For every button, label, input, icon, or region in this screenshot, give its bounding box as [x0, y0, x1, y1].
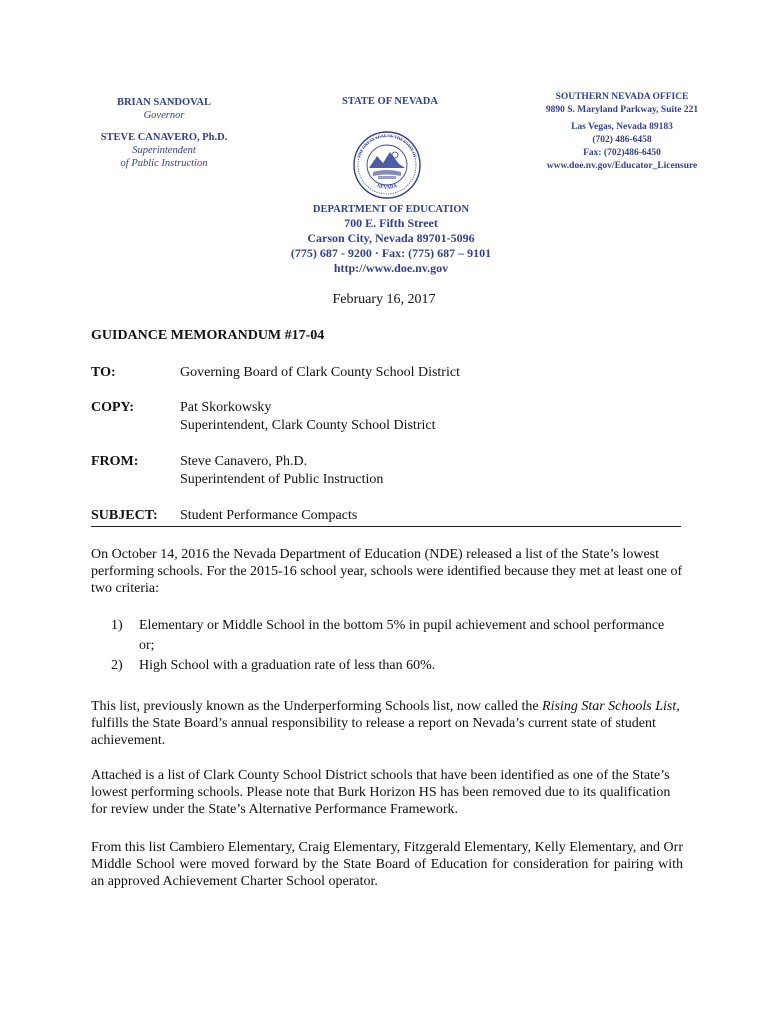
paragraph-2-part-b: fulfills the State Board’s annual responsibility to release a report on Nevada’s current state of student achievement. [91, 716, 656, 748]
seal-text-bottom: NEVADA [376, 184, 398, 191]
letterhead-right [522, 91, 722, 173]
criteria-list [111, 616, 671, 676]
southern-office-web[interactable]: www.doe.nv.gov/Educator_Licensure [546, 161, 698, 171]
paragraph-2 [91, 698, 683, 749]
rising-star-list-title: Rising Star Schools List, [542, 699, 680, 714]
list-item [111, 656, 671, 676]
copy-value [180, 399, 600, 435]
from-label: FROM: [91, 454, 139, 469]
southern-office-phone: (702) 486-6458 [592, 135, 652, 145]
paragraph-2-part-a: This list, previously known as the Underperforming Schools list, now called the [91, 699, 543, 714]
memo-date: February 16, 2017 [332, 292, 436, 307]
copy-label: COPY: [91, 400, 135, 415]
subject-label: SUBJECT: [91, 508, 158, 523]
list-text: High School with a graduation rate of less than 60%. [139, 658, 436, 673]
department-web[interactable]: http://www.doe.nv.gov [333, 261, 449, 275]
department-name: DEPARTMENT OF EDUCATION [312, 204, 470, 215]
copy-line-2: Superintendent, Clark County School District [180, 418, 436, 433]
governor-title: Governor [143, 110, 185, 121]
department-street: 700 E. Fifth Street [344, 216, 438, 230]
southern-office-city: Las Vegas, Nevada 89183 [571, 122, 673, 132]
to-value: Governing Board of Clark County School District [180, 365, 460, 380]
paragraph-1: On October 14, 2016 the Nevada Department of Education (NDE) released a list of the State’s lowest performing schools. For the 2015-16 school year, schools were identified because they met at least one of two criteria: [91, 547, 683, 596]
list-text: Elementary or Middle School in the bottom 5% in pupil achievement and school performance or; [139, 618, 665, 653]
superintendent-title-1: Superintendent [132, 145, 196, 156]
seal-text-top: THE GREAT SEAL OF THE STATE OF [356, 132, 418, 159]
from-line-2: Superintendent of Public Instruction [180, 472, 384, 487]
department-phone: (775) 687 - 9200 · Fax: (775) 687 – 9101 [290, 246, 492, 260]
to-label: TO: [91, 365, 116, 380]
header-divider [91, 526, 681, 527]
southern-office-name: SOUTHERN NEVADA OFFICE [555, 92, 689, 102]
copy-line-1: Pat Skorkowsky [180, 400, 272, 415]
paragraph-3: Attached is a list of Clark County School District schools that have been identified as one of the State’s lowest performing schools. Please note that Burk Horizon HS has been removed due to its qualification for review under the State’s Alternative Performance Framework. [91, 768, 671, 817]
memo-number: GUIDANCE MEMORANDUM #17-04 [91, 328, 325, 343]
department-city: Carson City, Nevada 89701-5096 [307, 231, 475, 245]
state-seal-icon [345, 130, 429, 200]
list-number: 2) [111, 658, 123, 673]
department-block [260, 203, 522, 276]
superintendent-title-2: of Public Instruction [120, 158, 208, 169]
southern-office-street: 9890 S. Maryland Parkway, Suite 221 [545, 105, 699, 115]
from-value [180, 453, 600, 489]
subject-value: Student Performance Compacts [180, 508, 358, 523]
southern-office-fax: Fax: (702)486-6450 [583, 148, 661, 158]
governor-name: BRIAN SANDOVAL [116, 97, 212, 108]
paragraph-4: From this list Cambiero Elementary, Craig Elementary, Fitzgerald Elementary, Kelly Elementary, and Orr Middle School were moved forward by the State Board of Education for consideration for pairing with an approved Achievement Charter School operator. [91, 840, 683, 889]
superintendent-name: STEVE CANAVERO, Ph.D. [100, 132, 228, 143]
list-number: 1) [111, 618, 123, 633]
list-item [111, 616, 671, 656]
state-name: STATE OF NEVADA [342, 96, 438, 107]
from-line-1: Steve Canavero, Ph.D. [180, 454, 308, 469]
letterhead-left [92, 96, 236, 170]
